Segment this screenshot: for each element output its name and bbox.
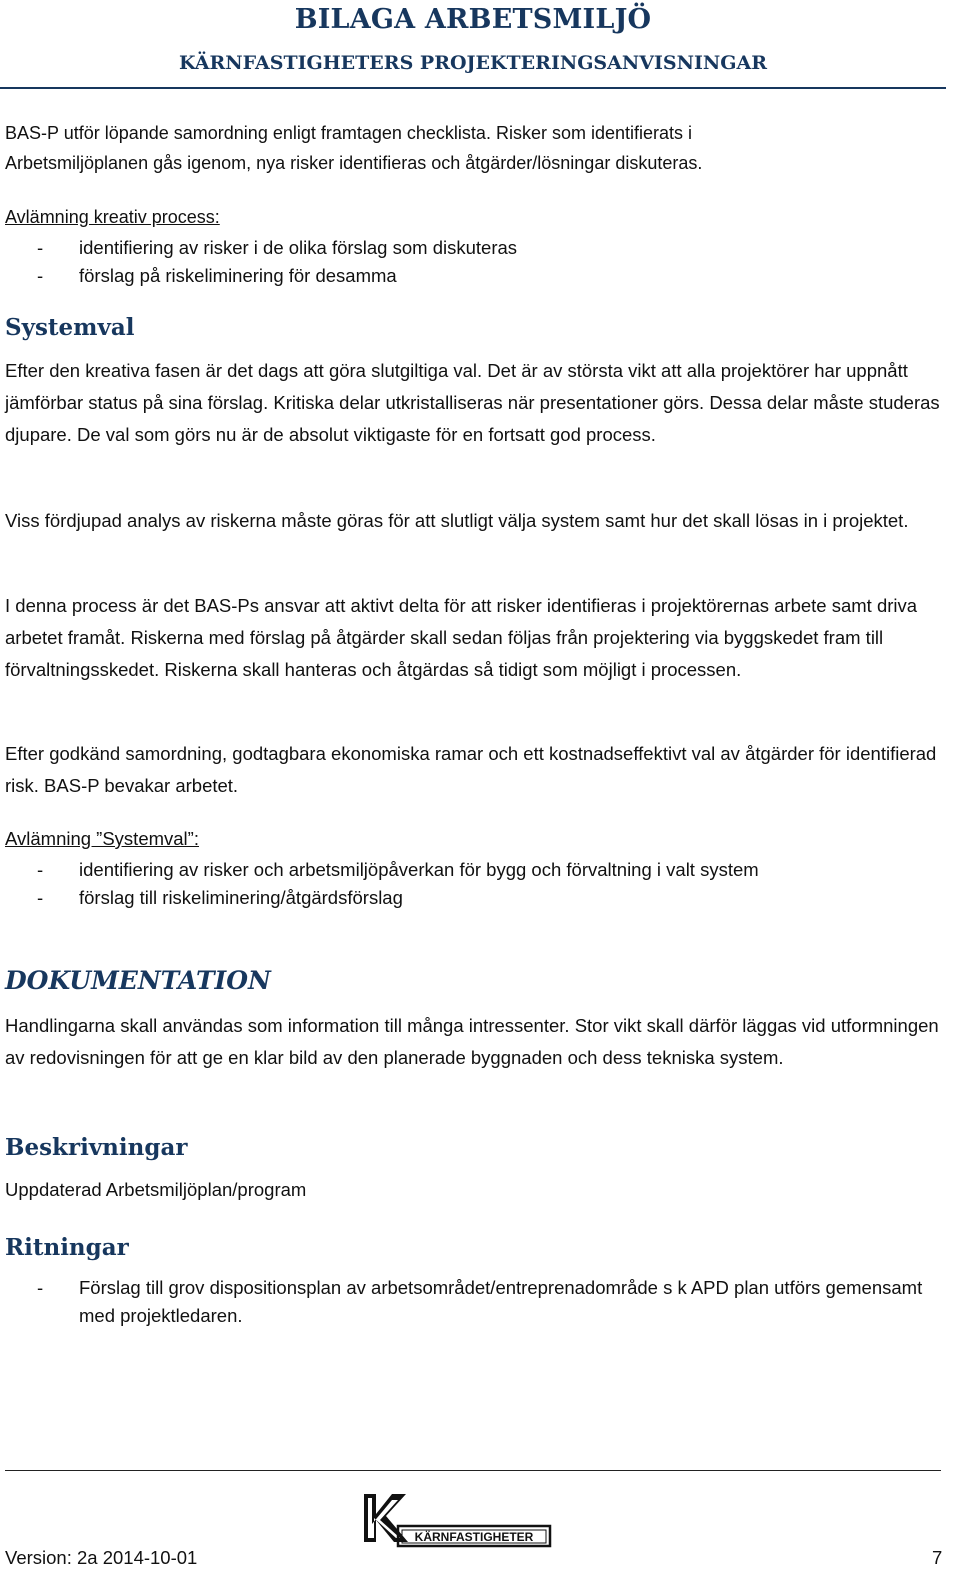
header-divider — [0, 87, 946, 89]
list-dash: - — [37, 887, 44, 908]
company-logo — [362, 1490, 552, 1548]
intro-line-1: BAS-P utför löpande samordning enligt framtagen checklista. Risker som identifierats i — [5, 123, 692, 143]
section-heading-dokumentation: DOKUMENTATION — [5, 966, 271, 995]
beskrivningar-text: Uppdaterad Arbetsmiljöplan/program — [5, 1179, 307, 1200]
list-dash: - — [37, 237, 44, 258]
section-heading-ritningar: Ritningar — [5, 1234, 129, 1261]
intro-paragraph — [5, 118, 945, 178]
footer-divider — [5, 1470, 941, 1471]
list-item-text: förslag på riskeliminering för desamma — [79, 265, 397, 286]
document-title: BILAGA ARBETSMILJÖ — [294, 4, 652, 35]
list-item-text: förslag till riskeliminering/åtgärdsförslag — [79, 887, 403, 908]
systemval-paragraph-3: I denna process är det BAS-Ps ansvar att aktivt delta för att risker identifieras i projektörernas arbete samt driva arbetet framåt. Riskerna med förslag på åtgärder skall sedan följas från projektering via byggskedet fram till förvaltningsskedet. Riskerna skall hanteras och åtgärdas så tidigt som möjligt i processen. — [5, 595, 918, 680]
section-heading-beskrivningar: Beskrivningar — [5, 1134, 188, 1161]
list-item-text: identifiering av risker och arbetsmiljöpåverkan för bygg och förvaltning i valt system — [79, 859, 759, 880]
footer-version: Version: 2a 2014-10-01 — [5, 1547, 198, 1568]
logo-wordmark: KÄRNFASTIGHETER — [414, 1530, 534, 1544]
systemval-paragraph-2: Viss fördjupad analys av riskerna måste göras för att slutligt välja system samt hur det skall lösas in i projektet. — [5, 510, 909, 531]
list-item-text: Förslag till grov dispositionsplan av arbetsområdet/entreprenadområde s k APD plan utförs gemensamt med projektledaren. — [79, 1277, 923, 1326]
intro-line-2: Arbetsmiljöplanen gås igenom, nya risker identifieras och åtgärder/lösningar diskuteras. — [5, 153, 703, 173]
section-heading-systemval: Systemval — [5, 314, 135, 341]
document-subtitle: KÄRNFASTIGHETERS PROJEKTERINGSANVISNINGAR — [179, 52, 767, 74]
list-item-text: identifiering av risker i de olika förslag som diskuteras — [79, 237, 518, 258]
logo-graphic — [362, 1490, 552, 1548]
systemval-paragraph-4: Efter godkänd samordning, godtagbara ekonomiska ramar och ett kostnadseffektivt val av åtgärder för identifierad risk. BAS-P bevakar arbetet. — [5, 743, 937, 796]
list-dash: - — [37, 265, 44, 286]
footer-page-number: 7 — [932, 1547, 943, 1568]
handover-creative-heading: Avlämning kreativ process: — [5, 207, 220, 227]
list-dash: - — [37, 859, 44, 880]
dokumentation-paragraph: Handlingarna skall användas som information till många intressenter. Stor vikt skall därför läggas vid utformningen av redovisningen för att ge en klar bild av den planerade byggnaden och dess tekniska system. — [5, 1015, 939, 1068]
handover-system-heading: Avlämning ”Systemval”: — [5, 828, 199, 849]
systemval-paragraph-1: Efter den kreativa fasen är det dags att göra slutgiltiga val. Det är av största vikt att alla projektörer har uppnått jämförbar status på sina förslag. Kritiska delar utkristalliseras när presentationer görs. Dessa delar måste studeras djupare. De val som görs nu är de absolut viktigaste för en fortsatt god process. — [5, 360, 940, 445]
list-dash: - — [37, 1277, 44, 1298]
